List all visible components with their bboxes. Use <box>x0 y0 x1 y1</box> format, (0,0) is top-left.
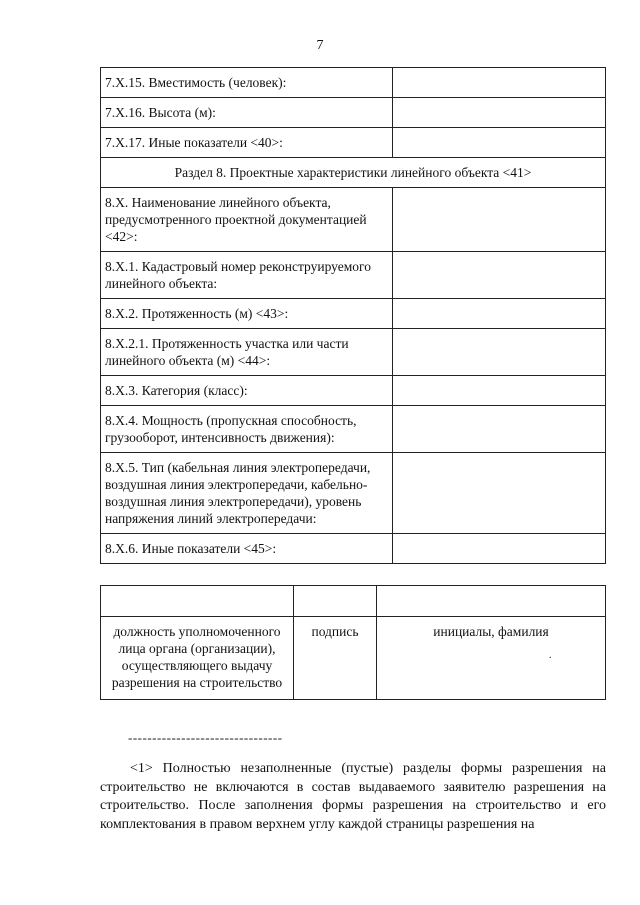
section-title: Раздел 8. Проектные характеристики линейного объекта <41> <box>101 158 606 188</box>
position-field <box>101 586 294 617</box>
section-header-row <box>101 158 606 188</box>
signature-caption-row <box>101 617 606 700</box>
table-row <box>101 453 606 534</box>
footnote-separator: -------------------------------- <box>128 730 283 745</box>
table-row <box>101 188 606 252</box>
row-value <box>392 98 605 128</box>
row-value <box>392 453 605 534</box>
row-label: 8.Х.4. Мощность (пропускная способность, грузооборот, интенсивность движения): <box>101 406 393 453</box>
table-row <box>101 299 606 329</box>
signature-table <box>100 585 606 700</box>
row-label: 8.Х.2. Протяженность (м) <43>: <box>101 299 393 329</box>
scan-speck: . <box>549 650 552 661</box>
table-row <box>101 376 606 406</box>
signature-fill-row <box>101 586 606 617</box>
row-label: 7.Х.17. Иные показатели <40>: <box>101 128 393 158</box>
row-value <box>392 188 605 252</box>
signature-field <box>294 586 377 617</box>
row-value <box>392 68 605 98</box>
row-value <box>392 376 605 406</box>
row-value <box>392 299 605 329</box>
page-number: 7 <box>316 38 324 53</box>
footnote-text: <1> Полностью незаполненные (пустые) разделы формы разрешения на строительство не включаются в состав выдаваемого заявителю разрешения на строительство. После заполнения формы разрешения на строительство и его комплектования в правом верхнем углу каждой страницы разрешения на <box>100 761 606 832</box>
table-row <box>101 68 606 98</box>
row-label: 7.Х.15. Вместимость (человек): <box>101 68 393 98</box>
row-label: 8.Х.3. Категория (класс): <box>101 376 393 406</box>
table-row <box>101 534 606 564</box>
row-label: 8.Х.6. Иные показатели <45>: <box>101 534 393 564</box>
table-row <box>101 406 606 453</box>
row-value <box>392 128 605 158</box>
table-row <box>101 128 606 158</box>
name-field <box>377 586 606 617</box>
table-row <box>101 329 606 376</box>
row-label: 7.Х.16. Высота (м): <box>101 98 393 128</box>
table-row <box>101 252 606 299</box>
row-label: 8.Х.2.1. Протяженность участка или части линейного объекта (м) <44>: <box>101 329 393 376</box>
row-value <box>392 534 605 564</box>
characteristics-table <box>100 67 606 564</box>
row-value <box>392 252 605 299</box>
row-label: 8.Х. Наименование линейного объекта, предусмотренного проектной документацией <42>: <box>101 188 393 252</box>
position-caption: должность уполномоченного лица органа (организации), осуществляющего выдачу разрешения на строительство <box>101 617 294 700</box>
row-value <box>392 329 605 376</box>
signature-caption: подпись <box>294 617 377 700</box>
table-row <box>101 98 606 128</box>
row-label: 8.Х.5. Тип (кабельная линия электропередачи, воздушная линия электропередачи, кабельно-воздушная линия электропередачи), уровень напряжения линий электропередачи: <box>101 453 393 534</box>
row-label: 8.Х.1. Кадастровый номер реконструируемого линейного объекта: <box>101 252 393 299</box>
name-caption: инициалы, фамилия <box>377 617 606 700</box>
row-value <box>392 406 605 453</box>
